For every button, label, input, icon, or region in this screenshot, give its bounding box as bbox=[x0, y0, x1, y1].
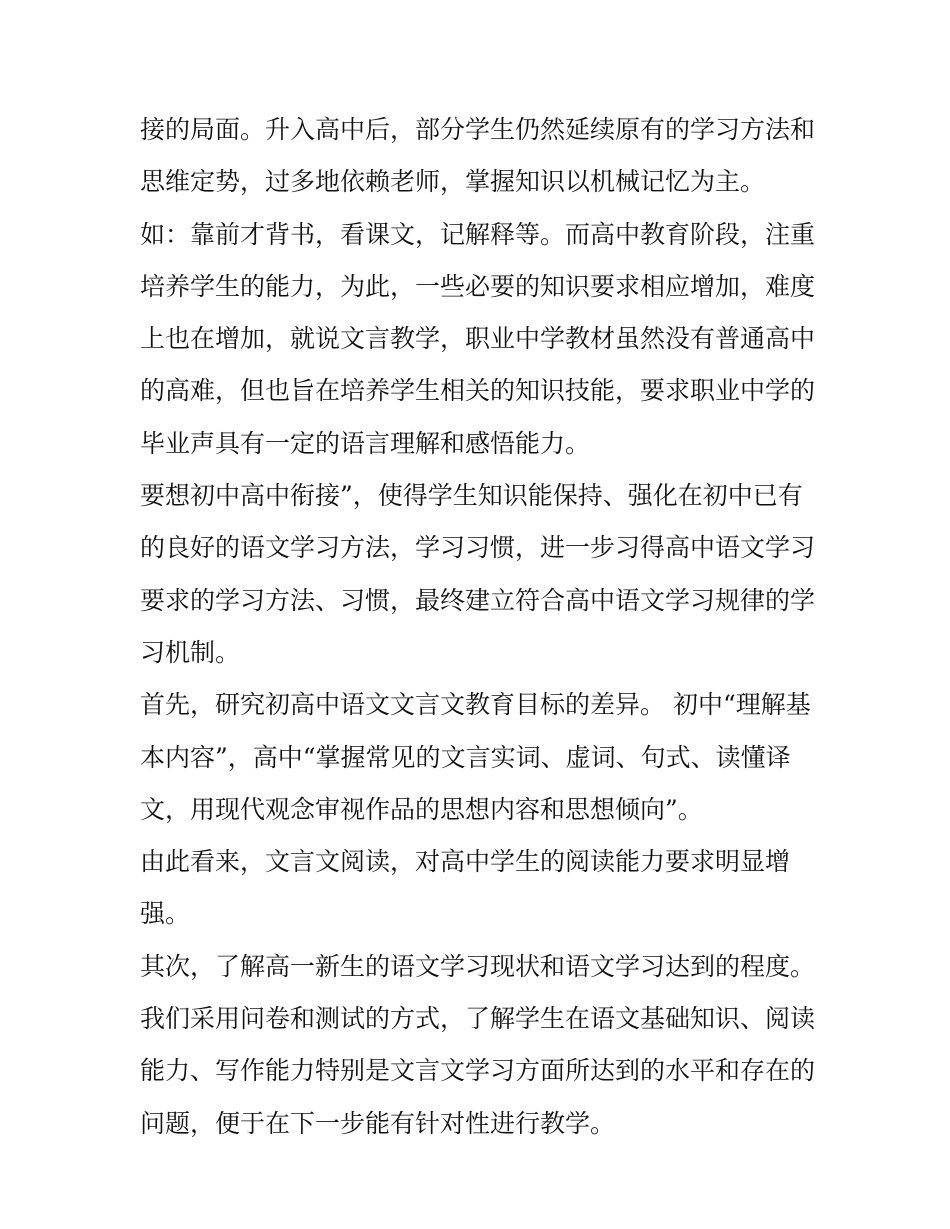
text-line: 由此看来，文言文阅读，对高中学生的阅读能力要求明显增 bbox=[140, 847, 791, 877]
text-line: 思维定势，过多地依赖老师，掌握知识以机械记忆为主。 bbox=[140, 167, 766, 197]
text-line: 强。 bbox=[140, 899, 191, 929]
text-line: 接的局面。升入高中后，部分学生仍然延续原有的学习方法和 bbox=[140, 115, 816, 144]
text-line: 的高难，但也旨在培养学生相关的知识技能，要求职业中学的 bbox=[140, 376, 816, 406]
body-text bbox=[140, 104, 820, 1150]
text-line: 其次，了解高一新生的语文学习现状和语文学习达到的程度。 bbox=[140, 951, 816, 981]
text-line: 的良好的语文学习方法，学习习惯，进一步习得高中语文学习 bbox=[140, 533, 816, 563]
text-line: 我们采用问卷和测试的方式，了解学生在语文基础知识、阅读 bbox=[140, 1004, 816, 1034]
text-line: 毕业声具有一定的语言理解和感悟能力。 bbox=[140, 428, 591, 458]
text-line: 文，用现代观念审视作品的思想内容和思想倾向”。 bbox=[140, 794, 703, 824]
text-line: 培养学生的能力，为此，一些必要的知识要求相应增加，难度 bbox=[140, 271, 816, 301]
text-line: 如：靠前才背书，看课文，记解释等。而高中教育阶段，注重 bbox=[140, 219, 816, 249]
text-line: 本内容”，高中“掌握常见的文言实词、虚词、句式、读懂译 bbox=[140, 742, 791, 772]
text-line: 习机制。 bbox=[140, 637, 241, 667]
text-line: 上也在增加，就说文言教学，职业中学教材虽然没有普通高中 bbox=[140, 324, 816, 354]
text-line: 要想初中高中衔接”，使得学生知识能保持、强化在初中已有 bbox=[140, 481, 803, 511]
text-line: 问题，便于在下一步能有针对性进行教学。 bbox=[140, 1108, 616, 1138]
text-line: 首先，研究初高中语文文言文教育目标的差异。 初中“理解基 bbox=[140, 690, 811, 720]
text-line: 能力、写作能力特别是文言文学习方面所达到的水平和存在的 bbox=[140, 1056, 816, 1086]
text-line: 要求的学习方法、习惯，最终建立符合高中语文学习规律的学 bbox=[140, 585, 816, 615]
